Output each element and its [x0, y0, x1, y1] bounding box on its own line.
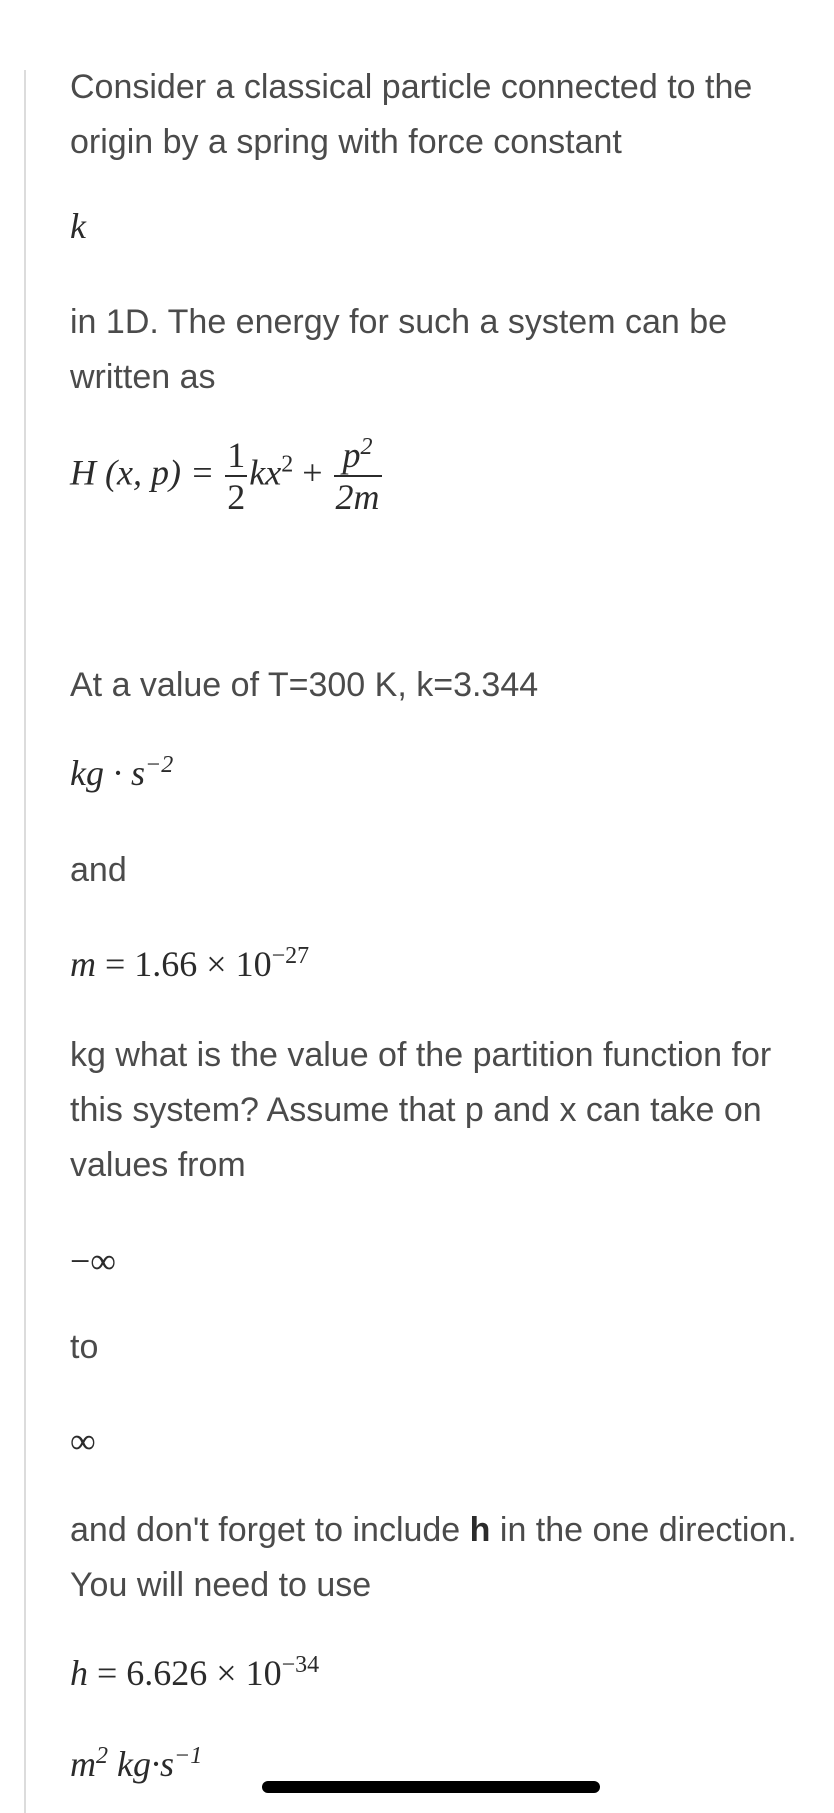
hamiltonian-equation [70, 435, 384, 517]
k-units: kg · $s^{-2}$ [70, 752, 174, 793]
hamiltonian-lhs: H (x, p) = [70, 452, 215, 493]
planck-symbol: h [70, 1653, 88, 1693]
mass-symbol: m [70, 944, 96, 984]
energy-intro-text: in 1D. The energy for such a system can be written as [70, 303, 728, 396]
and-text: and [70, 851, 127, 889]
k-symbol: k [70, 206, 86, 246]
planck-units: $m^2$ $kg\cdot s^{-1}$ [70, 1743, 203, 1784]
fraction-p2-2m: $\frac{p^2}{2m}$ [335, 434, 380, 517]
planck-value: = 6.626 × 10 [88, 1653, 282, 1693]
kx-term: kx [249, 452, 282, 493]
positive-infinity: ∞ [70, 1421, 96, 1461]
planck-exponent: −34 [281, 1652, 320, 1678]
plus-sign: + [302, 452, 323, 493]
left-border [24, 70, 26, 1813]
h-bold: h [469, 1511, 491, 1549]
intro-text: Consider a classical particle connected to the origin by a spring with force constant [70, 68, 753, 161]
kx-exponent: 2 [281, 451, 294, 478]
partition-question-text: kg what is the value of the partition function for this system? Assume that p and x can take on values from [70, 1036, 772, 1184]
fraction-one-half: $\frac{1}{2}$ [227, 435, 246, 517]
home-indicator[interactable] [262, 1781, 600, 1793]
to-text: to [70, 1328, 99, 1366]
conditions-text: At a value of T=300 K, k=3.344 [70, 666, 539, 704]
h-instruction-text: and don't forget to include h in the one direction. You will need to use [70, 1511, 797, 1604]
negative-infinity: −∞ [70, 1241, 116, 1281]
mass-value: = 1.66 × 10 [96, 944, 272, 984]
mass-equation: $m = 1.66 \times 10^{-27}$ [70, 943, 310, 984]
planck-equation [70, 1652, 319, 1694]
